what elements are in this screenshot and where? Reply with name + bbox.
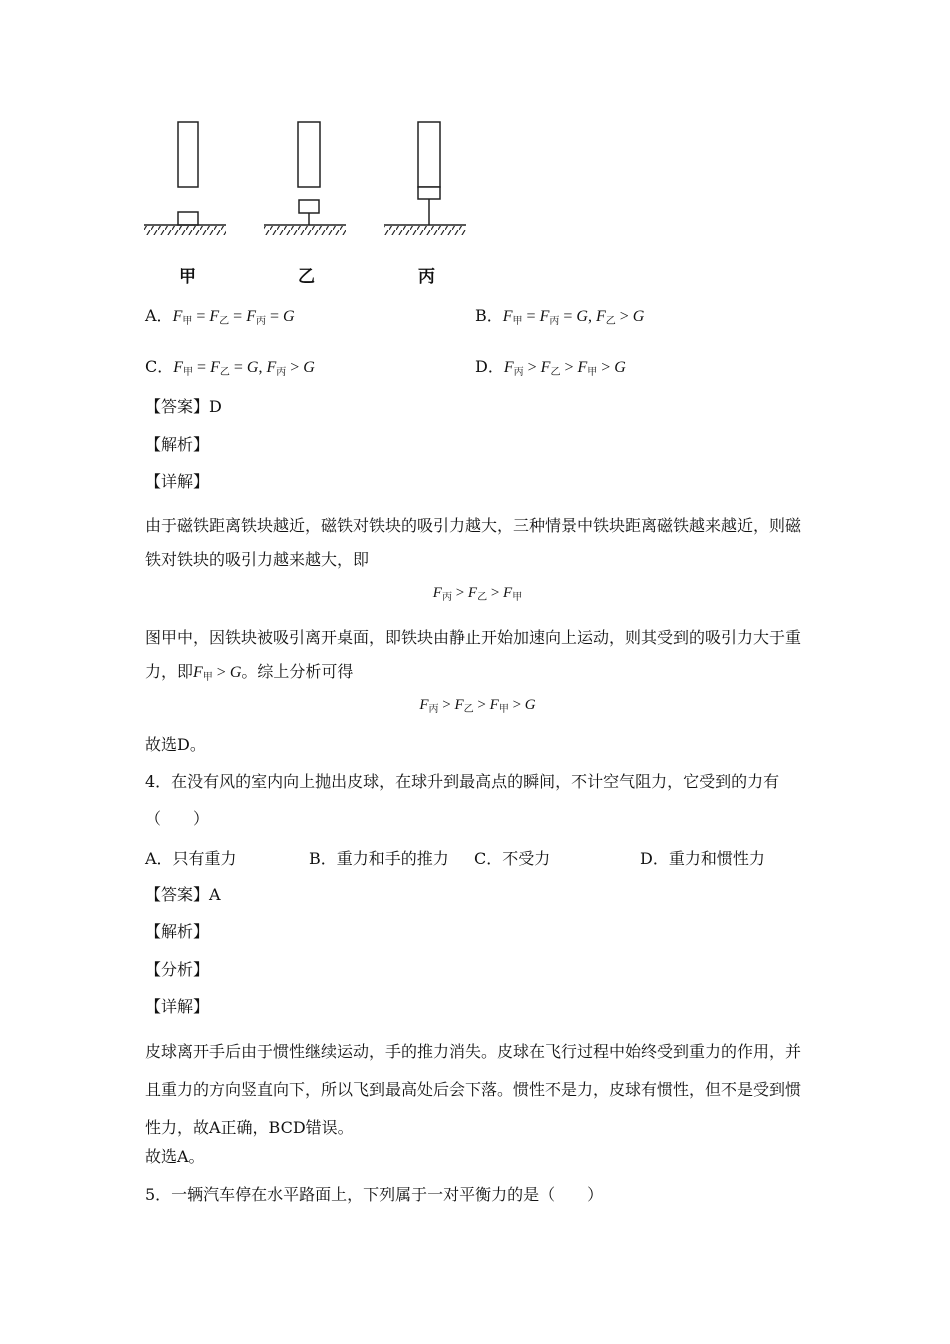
option-letter: A． (145, 306, 173, 325)
iron-block-yi (299, 200, 319, 213)
force-symbol: $F_丙$ (503, 359, 524, 378)
math-token: > (487, 585, 504, 601)
math-token: = (522, 308, 540, 325)
force-symbol: $F_丙$ (266, 359, 287, 378)
q4-conclusion: 故选A。 (145, 1147, 205, 1166)
math-token: > (523, 359, 541, 376)
q5-stem: 5．一辆汽车停在水平路面上，下列属于一对平衡力的是（ ） (145, 1185, 604, 1204)
q3-equation-2 (145, 697, 810, 715)
force-symbol: $F_丙$ (419, 697, 439, 715)
math-token: = (265, 308, 283, 325)
q3-inline-eq (193, 664, 241, 681)
magnet-jia (178, 122, 198, 187)
force-subscript: 丙 (549, 316, 560, 327)
setup-yi (264, 122, 346, 235)
math-token: > (560, 359, 578, 376)
math-token: G (246, 359, 259, 376)
force-subscript: 甲 (512, 592, 523, 603)
math-token: = (229, 359, 247, 376)
q3-conclusion: 故选D。 (145, 735, 206, 754)
math-token: > (212, 664, 230, 681)
option-formula (504, 359, 626, 376)
math-token: G (632, 308, 645, 325)
force-symbol: $F_甲$ (502, 308, 523, 327)
math-token: = (559, 308, 577, 325)
q3-explanation-2: 图甲中，因铁块被吸引离开桌面，即铁块由静止开始加速向上运动，则其受到的吸引力大于重力，即$F_甲 > G$。综上分析可得 (145, 628, 802, 683)
math-token: > (615, 308, 633, 325)
q3-option-d[interactable] (475, 354, 626, 378)
force-subscript: 丙 (255, 316, 266, 327)
figure-label-yi: 乙 (298, 267, 315, 287)
figure-label-jia: 甲 (179, 267, 196, 287)
option-formula (173, 308, 295, 325)
force-subscript: 甲 (512, 316, 523, 327)
force-subscript: 乙 (477, 592, 488, 603)
q4-stem-bracket: （ ） (145, 809, 210, 828)
force-symbol: $F_乙$ (210, 359, 230, 378)
force-subscript: 甲 (183, 367, 194, 378)
magnet-bing (418, 122, 440, 187)
math-token: G (524, 697, 536, 713)
math-token: = (193, 359, 211, 376)
force-symbol: $F_甲$ (172, 308, 193, 327)
math-token: > (473, 697, 490, 713)
magnet-figure (130, 110, 490, 260)
force-subscript: 丙 (276, 367, 287, 378)
q3-explanation-1: 由于磁铁距离铁块越近，磁铁对铁块的吸引力越大，三种情景中铁块距离磁铁越来越近，则磁铁对铁块的吸引力越来越大，即 (145, 516, 802, 569)
option-letter: D． (475, 357, 504, 376)
q4-fenxi-heading: 【分析】 (145, 960, 210, 979)
force-symbol: $F_乙$ (209, 308, 230, 327)
q3-answer: 【答案】D (145, 397, 222, 416)
q4-option-b[interactable]: B．重力和手的推力 (309, 849, 449, 868)
q4-analysis-heading: 【解析】 (145, 922, 210, 941)
q4-answer: 【答案】A (145, 885, 221, 904)
option-letter: B． (475, 306, 503, 325)
force-subscript: 甲 (587, 367, 598, 378)
math-token: G (229, 664, 242, 681)
force-symbol: $F_乙$ (540, 359, 561, 378)
force-subscript: 乙 (219, 367, 230, 378)
force-symbol: $F_甲$ (173, 359, 194, 378)
force-symbol: $F_甲$ (193, 664, 213, 683)
math-token: > (508, 697, 525, 713)
math-token: > (438, 697, 455, 713)
q4-detail-heading: 【详解】 (145, 997, 210, 1016)
figure-label-bing: 丙 (418, 267, 435, 287)
option-formula (173, 359, 315, 376)
math-token: G (283, 308, 295, 325)
force-symbol: $F_丙$ (539, 308, 560, 327)
option-letter: C． (145, 357, 174, 376)
force-subscript: 乙 (550, 367, 561, 378)
force-symbol: $F_丙$ (246, 308, 266, 327)
ground-yi (264, 226, 346, 235)
force-subscript: 丙 (441, 592, 452, 603)
q4-option-c[interactable]: C．不受力 (474, 849, 551, 868)
option-formula (503, 308, 645, 325)
force-subscript: 乙 (219, 316, 230, 327)
force-subscript: 甲 (202, 672, 213, 683)
math-token: = (192, 308, 210, 325)
ground-jia (144, 226, 226, 235)
force-symbol: $F_乙$ (467, 585, 488, 603)
math-token: G (303, 359, 315, 376)
iron-block-jia (178, 212, 198, 225)
q4-explanation: 皮球离开手后由于惯性继续运动，手的推力消失。皮球在飞行过程中始终受到重力的作用，并且重力的方向竖直向下，所以飞到最高处后会下落。惯性不是力，皮球有惯性，但不是受到惯性力，故A正确，BCD错误。 (145, 1042, 802, 1137)
ground-bing (384, 226, 466, 235)
q3-option-a[interactable] (145, 303, 295, 327)
q3-equation-1 (145, 585, 810, 603)
force-subscript: 丙 (428, 704, 439, 715)
math-token: G (614, 359, 626, 376)
q4-option-a[interactable]: A．只有重力 (145, 849, 237, 868)
magnet-yi (298, 122, 320, 187)
force-symbol: $F_甲$ (489, 697, 509, 715)
math-token: > (451, 585, 468, 601)
force-symbol: $F_乙$ (454, 697, 474, 715)
force-subscript: 甲 (182, 316, 193, 327)
force-subscript: 丙 (513, 367, 524, 378)
math-token: > (286, 359, 304, 376)
q4-option-d[interactable]: D．重力和惯性力 (640, 849, 765, 868)
force-symbol: $F_乙$ (595, 308, 616, 327)
force-symbol: $F_甲$ (503, 585, 523, 603)
force-symbol: $F_甲$ (577, 359, 598, 378)
setup-jia (144, 122, 226, 235)
math-token: > (597, 359, 615, 376)
math-token: G (576, 308, 588, 325)
q4-stem: 4．在没有风的室内向上抛出皮球，在球升到最高点的瞬间，不计空气阻力，它受到的力有 (145, 772, 780, 791)
math-token: , (258, 359, 267, 376)
q3-analysis-heading: 【解析】 (145, 435, 210, 454)
iron-block-bing (418, 187, 440, 199)
q3-detail-heading: 【详解】 (145, 472, 210, 491)
q3-option-b[interactable] (475, 303, 644, 327)
math-token: , (587, 308, 596, 325)
math-token: = (229, 308, 247, 325)
setup-bing (384, 122, 466, 235)
q3-option-c[interactable] (145, 354, 315, 378)
force-symbol: $F_丙$ (432, 585, 452, 603)
force-subscript: 乙 (463, 704, 474, 715)
force-subscript: 甲 (498, 704, 509, 715)
force-subscript: 乙 (605, 316, 616, 327)
